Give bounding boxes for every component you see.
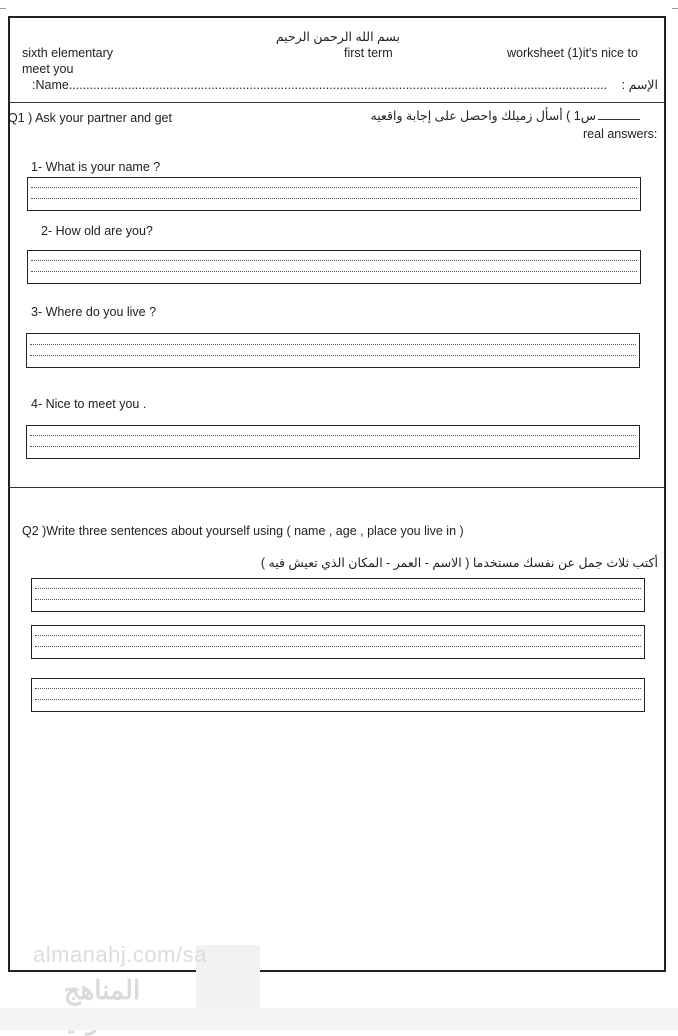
name-field-en: :Name........................................................................................................................................................... xyxy=(32,78,608,92)
q1-question-3: 3- Where do you live ? xyxy=(31,305,157,319)
corner-mark-top-right xyxy=(672,8,678,15)
answer-line xyxy=(35,635,641,636)
q2-prompt-ar: أكتب ثلاث جمل عن نفسك مستخدما ( الاسم - العمر - المكان الذي تعيش فيه ) xyxy=(260,556,658,570)
corner-mark-top-left xyxy=(0,8,6,15)
answer-line xyxy=(30,446,636,447)
answer-box-2[interactable] xyxy=(27,250,641,284)
answer-line xyxy=(30,435,636,436)
answer-line xyxy=(31,271,637,272)
worksheet-title-cont: meet you xyxy=(22,62,74,76)
q1-question-2: 2- How old are you? xyxy=(41,224,153,238)
q2-answer-box-3[interactable] xyxy=(31,678,645,712)
q2-answer-box-1[interactable] xyxy=(31,578,645,612)
answer-line xyxy=(31,187,637,188)
watermark-arabic: المناهج xyxy=(63,976,141,1006)
answer-line xyxy=(30,355,636,356)
basmala: بسم الله الرحمن الرحيم xyxy=(275,30,400,44)
q1-prompt-en-cont: real answers: xyxy=(583,127,658,141)
term-label: first term xyxy=(344,46,393,60)
header-divider xyxy=(8,102,664,103)
answer-line xyxy=(35,646,641,647)
answer-box-4[interactable] xyxy=(26,425,640,459)
answer-line xyxy=(35,588,641,589)
grade-label: sixth elementary xyxy=(22,46,114,60)
q1-prompt-en: Q1 ) Ask your partner and get xyxy=(8,111,172,125)
answer-line xyxy=(35,599,641,600)
answer-box-3[interactable] xyxy=(26,333,640,368)
answer-line xyxy=(31,198,637,199)
answer-line xyxy=(31,260,637,261)
worksheet-title: worksheet (1)it's nice to xyxy=(507,46,638,60)
answer-line xyxy=(35,688,641,689)
answer-line xyxy=(30,344,636,345)
q2-prompt-en: Q2 )Write three sentences about yourself using ( name , age , place you live in ) xyxy=(22,524,464,538)
q1-prompt-ar: س1 ) أسأل زميلك واحصل على إجابة واقعيه xyxy=(370,109,596,123)
watermark-site: almanahj.com/sa xyxy=(33,942,207,967)
answer-box-1[interactable] xyxy=(27,177,641,211)
name-field-ar: الإسم : xyxy=(621,78,658,92)
section-divider xyxy=(8,487,664,488)
q1-question-1: 1- What is your name ? xyxy=(31,160,161,174)
q2-answer-box-2[interactable] xyxy=(31,625,645,659)
q1-question-4: 4- Nice to meet you . xyxy=(31,397,147,411)
q1-leading-rule xyxy=(598,119,640,120)
answer-line xyxy=(35,699,641,700)
bottom-edge-shade xyxy=(0,1008,678,1030)
